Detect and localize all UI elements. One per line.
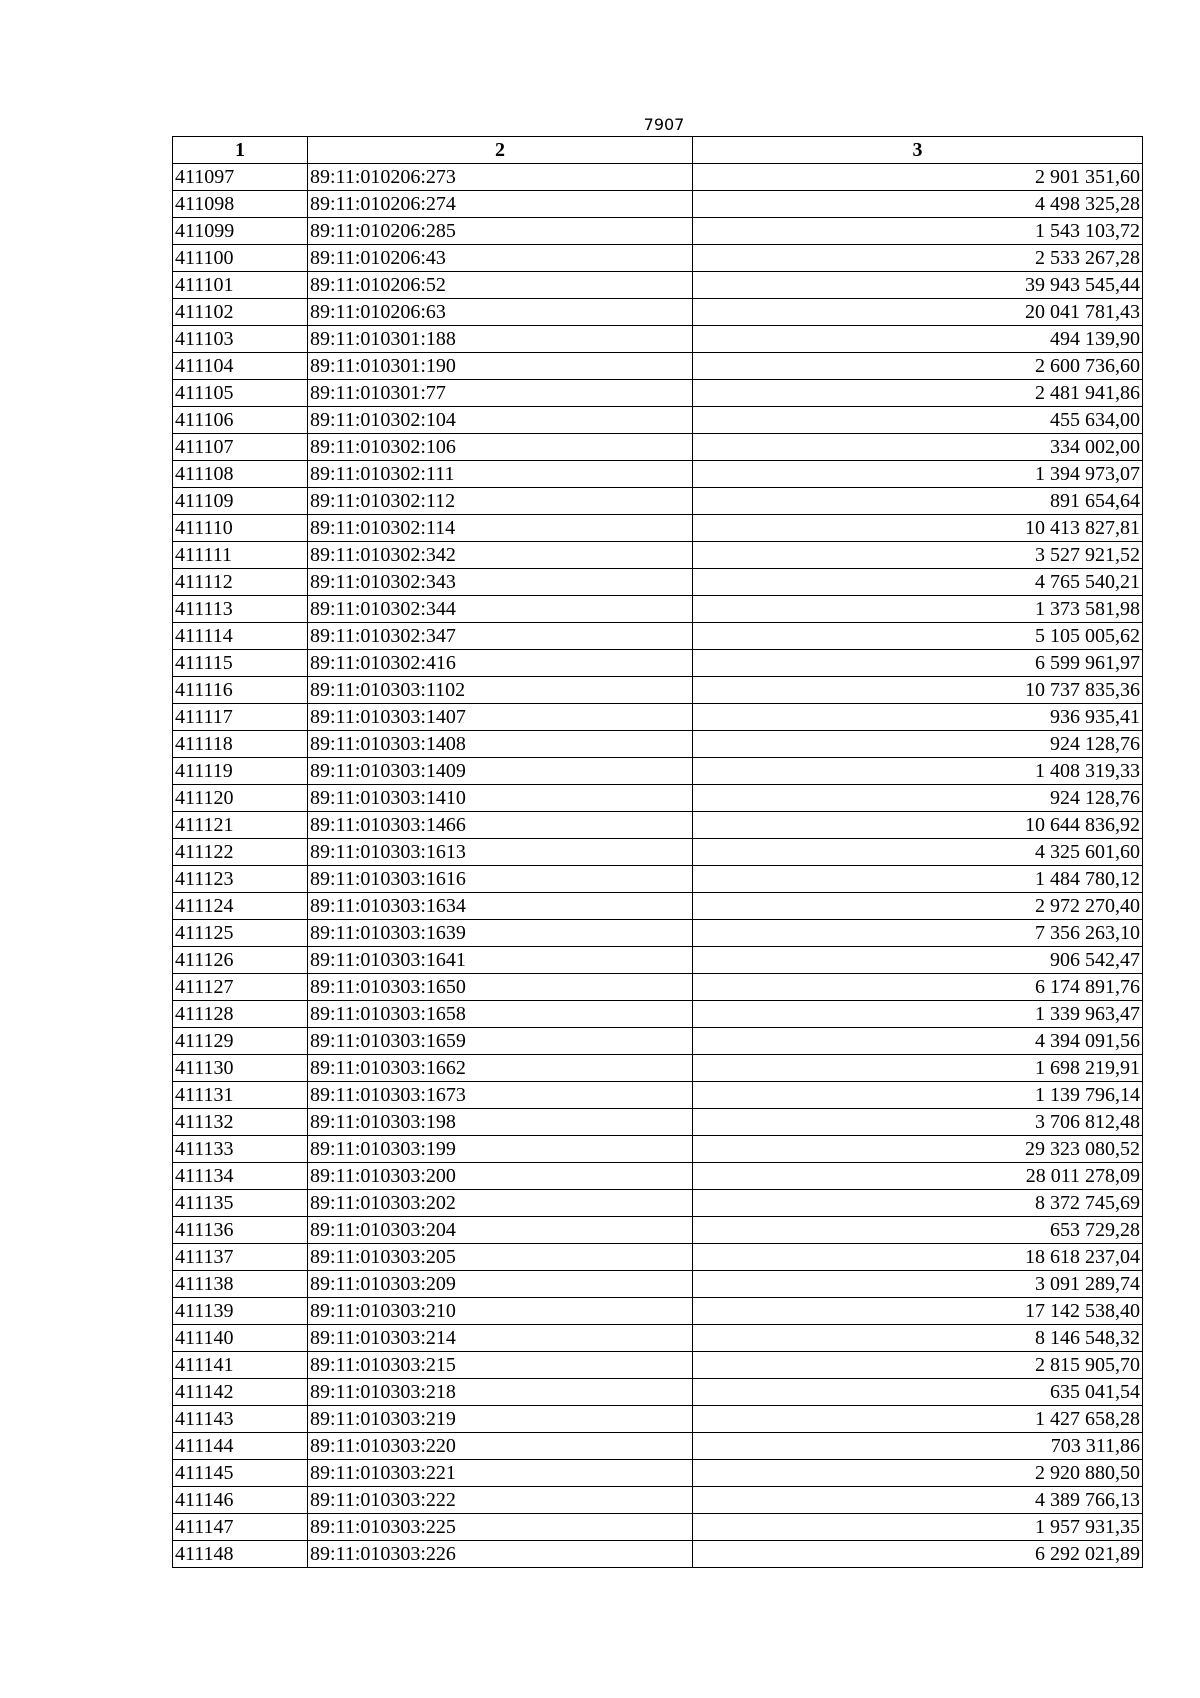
cadastral-value: 1 339 963,47	[693, 1001, 1143, 1028]
cadastral-number: 89:11:010301:188	[308, 326, 693, 353]
table-row	[173, 299, 1143, 326]
table-row	[173, 866, 1143, 893]
row-number: 411097	[173, 164, 308, 191]
cadastral-number: 89:11:010303:226	[308, 1541, 693, 1568]
cadastral-value: 6 292 021,89	[693, 1541, 1143, 1568]
row-number: 411132	[173, 1109, 308, 1136]
row-number: 411117	[173, 704, 308, 731]
cadastral-value: 494 139,90	[693, 326, 1143, 353]
table-row	[173, 1136, 1143, 1163]
cadastral-value: 2 600 736,60	[693, 353, 1143, 380]
cadastral-value: 4 389 766,13	[693, 1487, 1143, 1514]
registry-table	[172, 136, 1143, 1568]
row-number: 411112	[173, 569, 308, 596]
table-row	[173, 1379, 1143, 1406]
cadastral-number: 89:11:010302:112	[308, 488, 693, 515]
cadastral-number: 89:11:010303:1634	[308, 893, 693, 920]
cadastral-value: 3 527 921,52	[693, 542, 1143, 569]
row-number: 411145	[173, 1460, 308, 1487]
row-number: 411119	[173, 758, 308, 785]
cadastral-value: 1 408 319,33	[693, 758, 1143, 785]
table-row	[173, 1514, 1143, 1541]
cadastral-value: 28 011 278,09	[693, 1163, 1143, 1190]
cadastral-value: 2 901 351,60	[693, 164, 1143, 191]
cadastral-number: 89:11:010206:273	[308, 164, 693, 191]
table-row	[173, 1433, 1143, 1460]
row-number: 411114	[173, 623, 308, 650]
cadastral-value: 924 128,76	[693, 785, 1143, 812]
table-row	[173, 1055, 1143, 1082]
table-row	[173, 1298, 1143, 1325]
row-number: 411105	[173, 380, 308, 407]
cadastral-number: 89:11:010303:209	[308, 1271, 693, 1298]
row-number: 411141	[173, 1352, 308, 1379]
cadastral-number: 89:11:010206:52	[308, 272, 693, 299]
cadastral-value: 2 533 267,28	[693, 245, 1143, 272]
cadastral-value: 8 146 548,32	[693, 1325, 1143, 1352]
cadastral-value: 891 654,64	[693, 488, 1143, 515]
table-row	[173, 731, 1143, 758]
cadastral-value: 635 041,54	[693, 1379, 1143, 1406]
table-row	[173, 758, 1143, 785]
row-number: 411111	[173, 542, 308, 569]
cadastral-number: 89:11:010302:111	[308, 461, 693, 488]
cadastral-number: 89:11:010301:77	[308, 380, 693, 407]
cadastral-value: 10 737 835,36	[693, 677, 1143, 704]
cadastral-value: 1 484 780,12	[693, 866, 1143, 893]
cadastral-number: 89:11:010303:219	[308, 1406, 693, 1433]
cadastral-value: 1 427 658,28	[693, 1406, 1143, 1433]
cadastral-number: 89:11:010303:1650	[308, 974, 693, 1001]
table-row	[173, 1487, 1143, 1514]
row-number: 411147	[173, 1514, 308, 1541]
cadastral-value: 5 105 005,62	[693, 623, 1143, 650]
table-row	[173, 569, 1143, 596]
row-number: 411124	[173, 893, 308, 920]
row-number: 411107	[173, 434, 308, 461]
row-number: 411135	[173, 1190, 308, 1217]
row-number: 411120	[173, 785, 308, 812]
cadastral-number: 89:11:010302:416	[308, 650, 693, 677]
cadastral-value: 334 002,00	[693, 434, 1143, 461]
cadastral-number: 89:11:010303:1658	[308, 1001, 693, 1028]
table-row	[173, 1325, 1143, 1352]
cadastral-number: 89:11:010303:218	[308, 1379, 693, 1406]
table-row	[173, 920, 1143, 947]
row-number: 411146	[173, 1487, 308, 1514]
cadastral-value: 1 373 581,98	[693, 596, 1143, 623]
cadastral-value: 18 618 237,04	[693, 1244, 1143, 1271]
cadastral-value: 29 323 080,52	[693, 1136, 1143, 1163]
cadastral-number: 89:11:010303:198	[308, 1109, 693, 1136]
row-number: 411131	[173, 1082, 308, 1109]
cadastral-value: 3 091 289,74	[693, 1271, 1143, 1298]
cadastral-value: 1 543 103,72	[693, 218, 1143, 245]
cadastral-number: 89:11:010303:202	[308, 1190, 693, 1217]
table-row	[173, 353, 1143, 380]
row-number: 411136	[173, 1217, 308, 1244]
table-row	[173, 1028, 1143, 1055]
table-row	[173, 623, 1143, 650]
table-row	[173, 1271, 1143, 1298]
cadastral-value: 936 935,41	[693, 704, 1143, 731]
cadastral-value: 4 394 091,56	[693, 1028, 1143, 1055]
table-row	[173, 1109, 1143, 1136]
table-row	[173, 812, 1143, 839]
cadastral-value: 39 943 545,44	[693, 272, 1143, 299]
row-number: 411130	[173, 1055, 308, 1082]
column-header-1: 1	[173, 137, 308, 164]
row-number: 411127	[173, 974, 308, 1001]
row-number: 411138	[173, 1271, 308, 1298]
cadastral-number: 89:11:010206:43	[308, 245, 693, 272]
row-number: 411125	[173, 920, 308, 947]
table-row	[173, 407, 1143, 434]
cadastral-number: 89:11:010206:274	[308, 191, 693, 218]
row-number: 411116	[173, 677, 308, 704]
cadastral-number: 89:11:010302:343	[308, 569, 693, 596]
cadastral-number: 89:11:010302:342	[308, 542, 693, 569]
row-number: 411126	[173, 947, 308, 974]
table-row	[173, 272, 1143, 299]
cadastral-value: 1 957 931,35	[693, 1514, 1143, 1541]
cadastral-number: 89:11:010302:347	[308, 623, 693, 650]
cadastral-number: 89:11:010303:204	[308, 1217, 693, 1244]
table-row	[173, 1163, 1143, 1190]
column-header-3: 3	[693, 137, 1143, 164]
row-number: 411133	[173, 1136, 308, 1163]
table-header-row	[173, 137, 1143, 164]
cadastral-number: 89:11:010303:1408	[308, 731, 693, 758]
table-row	[173, 326, 1143, 353]
row-number: 411108	[173, 461, 308, 488]
cadastral-number: 89:11:010303:214	[308, 1325, 693, 1352]
table-row	[173, 461, 1143, 488]
cadastral-number: 89:11:010303:222	[308, 1487, 693, 1514]
column-header-2: 2	[308, 137, 693, 164]
cadastral-value: 4 325 601,60	[693, 839, 1143, 866]
cadastral-number: 89:11:010303:215	[308, 1352, 693, 1379]
table-row	[173, 1082, 1143, 1109]
table-row	[173, 1541, 1143, 1568]
cadastral-number: 89:11:010302:344	[308, 596, 693, 623]
row-number: 411113	[173, 596, 308, 623]
cadastral-number: 89:11:010302:106	[308, 434, 693, 461]
row-number: 411104	[173, 353, 308, 380]
table-row	[173, 785, 1143, 812]
row-number: 411100	[173, 245, 308, 272]
row-number: 411134	[173, 1163, 308, 1190]
row-number: 411129	[173, 1028, 308, 1055]
cadastral-value: 2 972 270,40	[693, 893, 1143, 920]
cadastral-number: 89:11:010303:199	[308, 1136, 693, 1163]
cadastral-number: 89:11:010303:1613	[308, 839, 693, 866]
cadastral-number: 89:11:010302:104	[308, 407, 693, 434]
table-row	[173, 650, 1143, 677]
row-number: 411140	[173, 1325, 308, 1352]
cadastral-number: 89:11:010206:285	[308, 218, 693, 245]
table-row	[173, 164, 1143, 191]
row-number: 411139	[173, 1298, 308, 1325]
table-row	[173, 542, 1143, 569]
cadastral-number: 89:11:010302:114	[308, 515, 693, 542]
table-row	[173, 1001, 1143, 1028]
row-number: 411102	[173, 299, 308, 326]
cadastral-number: 89:11:010303:1407	[308, 704, 693, 731]
cadastral-value: 4 498 325,28	[693, 191, 1143, 218]
table-row	[173, 380, 1143, 407]
cadastral-number: 89:11:010303:220	[308, 1433, 693, 1460]
row-number: 411101	[173, 272, 308, 299]
cadastral-number: 89:11:010303:1466	[308, 812, 693, 839]
table-row	[173, 218, 1143, 245]
cadastral-value: 4 765 540,21	[693, 569, 1143, 596]
row-number: 411137	[173, 1244, 308, 1271]
table-row	[173, 488, 1143, 515]
cadastral-number: 89:11:010301:190	[308, 353, 693, 380]
cadastral-number: 89:11:010303:1102	[308, 677, 693, 704]
row-number: 411148	[173, 1541, 308, 1568]
cadastral-value: 17 142 538,40	[693, 1298, 1143, 1325]
table-row	[173, 704, 1143, 731]
cadastral-value: 924 128,76	[693, 731, 1143, 758]
row-number: 411106	[173, 407, 308, 434]
table-row	[173, 974, 1143, 1001]
cadastral-number: 89:11:010303:1410	[308, 785, 693, 812]
row-number: 411143	[173, 1406, 308, 1433]
cadastral-number: 89:11:010303:1662	[308, 1055, 693, 1082]
cadastral-number: 89:11:010303:225	[308, 1514, 693, 1541]
row-number: 411122	[173, 839, 308, 866]
cadastral-number: 89:11:010303:205	[308, 1244, 693, 1271]
table-row	[173, 434, 1143, 461]
cadastral-value: 906 542,47	[693, 947, 1143, 974]
cadastral-value: 7 356 263,10	[693, 920, 1143, 947]
row-number: 411115	[173, 650, 308, 677]
cadastral-value: 10 644 836,92	[693, 812, 1143, 839]
row-number: 411123	[173, 866, 308, 893]
row-number: 411128	[173, 1001, 308, 1028]
table-row	[173, 596, 1143, 623]
cadastral-value: 6 599 961,97	[693, 650, 1143, 677]
cadastral-value: 455 634,00	[693, 407, 1143, 434]
page-number: 7907	[643, 115, 685, 134]
table-row	[173, 947, 1143, 974]
cadastral-value: 10 413 827,81	[693, 515, 1143, 542]
row-number: 411110	[173, 515, 308, 542]
cadastral-number: 89:11:010303:1673	[308, 1082, 693, 1109]
row-number: 411144	[173, 1433, 308, 1460]
table-row	[173, 839, 1143, 866]
cadastral-value: 703 311,86	[693, 1433, 1143, 1460]
row-number: 411118	[173, 731, 308, 758]
row-number: 411109	[173, 488, 308, 515]
table-row	[173, 1217, 1143, 1244]
table-row	[173, 1406, 1143, 1433]
table-row	[173, 1352, 1143, 1379]
cadastral-value: 1 394 973,07	[693, 461, 1143, 488]
cadastral-value: 3 706 812,48	[693, 1109, 1143, 1136]
cadastral-number: 89:11:010206:63	[308, 299, 693, 326]
cadastral-value: 20 041 781,43	[693, 299, 1143, 326]
row-number: 411099	[173, 218, 308, 245]
cadastral-number: 89:11:010303:1639	[308, 920, 693, 947]
cadastral-number: 89:11:010303:221	[308, 1460, 693, 1487]
cadastral-value: 1 698 219,91	[693, 1055, 1143, 1082]
table-body	[173, 164, 1143, 1568]
table-row	[173, 1190, 1143, 1217]
cadastral-number: 89:11:010303:1641	[308, 947, 693, 974]
cadastral-value: 653 729,28	[693, 1217, 1143, 1244]
cadastral-value: 1 139 796,14	[693, 1082, 1143, 1109]
table-row	[173, 677, 1143, 704]
table-row	[173, 245, 1143, 272]
table-row	[173, 893, 1143, 920]
cadastral-value: 2 481 941,86	[693, 380, 1143, 407]
cadastral-number: 89:11:010303:210	[308, 1298, 693, 1325]
cadastral-number: 89:11:010303:1409	[308, 758, 693, 785]
table-row	[173, 1244, 1143, 1271]
row-number: 411098	[173, 191, 308, 218]
cadastral-value: 2 920 880,50	[693, 1460, 1143, 1487]
cadastral-number: 89:11:010303:200	[308, 1163, 693, 1190]
cadastral-number: 89:11:010303:1659	[308, 1028, 693, 1055]
cadastral-number: 89:11:010303:1616	[308, 866, 693, 893]
row-number: 411121	[173, 812, 308, 839]
table-row	[173, 191, 1143, 218]
row-number: 411103	[173, 326, 308, 353]
row-number: 411142	[173, 1379, 308, 1406]
table-row	[173, 515, 1143, 542]
cadastral-value: 8 372 745,69	[693, 1190, 1143, 1217]
table-row	[173, 1460, 1143, 1487]
cadastral-value: 6 174 891,76	[693, 974, 1143, 1001]
cadastral-value: 2 815 905,70	[693, 1352, 1143, 1379]
